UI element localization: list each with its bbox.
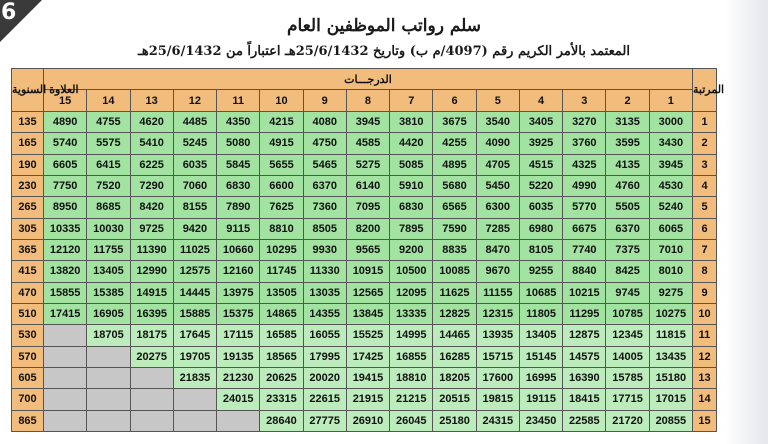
salary-cell: 4420 — [390, 133, 433, 154]
degree-column-header: 14 — [87, 90, 130, 112]
grade-cell: 5 — [693, 197, 717, 218]
salary-cell: 8505 — [303, 218, 346, 239]
table-row — [12, 389, 717, 410]
salary-cell: 4915 — [260, 133, 303, 154]
salary-cell: 16585 — [260, 325, 303, 346]
salary-cell: 11755 — [87, 239, 130, 260]
table-row — [12, 261, 717, 282]
salary-cell: 6605 — [44, 154, 87, 175]
salary-cell: 13035 — [303, 282, 346, 303]
degree-column-header: 7 — [390, 90, 433, 112]
empty-cell — [173, 389, 216, 410]
empty-cell — [217, 410, 260, 431]
salary-cell: 4585 — [346, 133, 389, 154]
salary-cell: 15715 — [476, 346, 519, 367]
salary-cell: 12345 — [606, 325, 649, 346]
salary-cell: 7285 — [476, 218, 519, 239]
salary-cell: 9420 — [173, 218, 216, 239]
degree-column-header: 15 — [44, 90, 87, 112]
grade-cell: 9 — [693, 282, 717, 303]
empty-cell — [44, 389, 87, 410]
salary-cell: 6140 — [346, 175, 389, 196]
empty-cell — [87, 346, 130, 367]
salary-cell: 5770 — [563, 197, 606, 218]
salary-cell: 4620 — [130, 112, 173, 133]
annual-bonus-cell: 190 — [12, 154, 44, 175]
salary-cell: 7895 — [390, 218, 433, 239]
salary-cell: 7890 — [217, 197, 260, 218]
salary-cell: 3405 — [519, 112, 562, 133]
salary-cell: 9565 — [346, 239, 389, 260]
salary-cell: 5240 — [649, 197, 692, 218]
salary-cell: 12160 — [217, 261, 260, 282]
salary-scale-table — [11, 68, 725, 432]
salary-cell: 6370 — [303, 175, 346, 196]
salary-cell: 11295 — [563, 303, 606, 324]
salary-cell: 4705 — [476, 154, 519, 175]
salary-cell: 11625 — [433, 282, 476, 303]
salary-cell: 8840 — [563, 261, 606, 282]
salary-cell: 19705 — [173, 346, 216, 367]
salary-cell: 21720 — [606, 410, 649, 431]
salary-cell: 11025 — [173, 239, 216, 260]
degree-column-header: 3 — [563, 90, 606, 112]
salary-cell: 21215 — [390, 389, 433, 410]
salary-cell: 12575 — [173, 261, 216, 282]
salary-cell: 12120 — [44, 239, 87, 260]
salary-cell: 6370 — [606, 218, 649, 239]
salary-cell: 11805 — [519, 303, 562, 324]
degree-numbers-row — [12, 90, 717, 112]
salary-cell: 7095 — [346, 197, 389, 218]
salary-cell: 15525 — [346, 325, 389, 346]
salary-cell: 19135 — [217, 346, 260, 367]
salary-cell: 10685 — [519, 282, 562, 303]
salary-cell: 10030 — [87, 218, 130, 239]
salary-cell: 15785 — [606, 367, 649, 388]
salary-cell: 24015 — [217, 389, 260, 410]
salary-cell: 14995 — [390, 325, 433, 346]
grade-cell: 2 — [693, 133, 717, 154]
salary-cell: 6225 — [130, 154, 173, 175]
salary-cell: 14355 — [303, 303, 346, 324]
salary-cell: 9200 — [390, 239, 433, 260]
salary-cell: 10500 — [390, 261, 433, 282]
salary-cell: 13435 — [649, 346, 692, 367]
salary-cell: 13335 — [390, 303, 433, 324]
annual-bonus-cell: 470 — [12, 282, 44, 303]
table-body — [12, 112, 717, 432]
salary-cell: 6035 — [519, 197, 562, 218]
degree-column-header: 6 — [433, 90, 476, 112]
salary-cell: 14445 — [173, 282, 216, 303]
grade-header: المرتبة — [693, 69, 717, 112]
salary-cell: 4760 — [606, 175, 649, 196]
salary-cell: 21915 — [346, 389, 389, 410]
table-row — [12, 218, 717, 239]
salary-cell: 4515 — [519, 154, 562, 175]
salary-cell: 18175 — [130, 325, 173, 346]
empty-cell — [44, 367, 87, 388]
salary-cell: 5505 — [606, 197, 649, 218]
salary-cell: 3430 — [649, 133, 692, 154]
salary-cell: 20855 — [649, 410, 692, 431]
degree-column-header: 9 — [303, 90, 346, 112]
salary-cell: 4215 — [260, 112, 303, 133]
salary-cell: 9275 — [649, 282, 692, 303]
salary-cell: 15180 — [649, 367, 692, 388]
degree-column-header: 8 — [346, 90, 389, 112]
degree-column-header: 12 — [173, 90, 216, 112]
salary-cell: 5275 — [346, 154, 389, 175]
salary-cell: 5085 — [390, 154, 433, 175]
page-title: سلم رواتب الموظفين العام — [286, 16, 482, 36]
salary-cell: 15885 — [173, 303, 216, 324]
salary-cell: 4090 — [476, 133, 519, 154]
salary-cell: 18565 — [260, 346, 303, 367]
salary-cell: 18205 — [433, 367, 476, 388]
salary-cell: 13820 — [44, 261, 87, 282]
grade-cell: 12 — [693, 346, 717, 367]
salary-cell: 26045 — [390, 410, 433, 431]
annual-bonus-cell: 510 — [12, 303, 44, 324]
salary-cell: 6830 — [217, 175, 260, 196]
salary-cell: 19415 — [346, 367, 389, 388]
salary-cell: 13505 — [260, 282, 303, 303]
empty-cell — [44, 346, 87, 367]
grade-cell: 6 — [693, 218, 717, 239]
table-row — [12, 175, 717, 196]
degree-column-header: 4 — [519, 90, 562, 112]
salary-cell: 5080 — [217, 133, 260, 154]
salary-cell: 17425 — [346, 346, 389, 367]
salary-cell: 8200 — [346, 218, 389, 239]
salary-cell: 8425 — [606, 261, 649, 282]
salary-cell: 9255 — [519, 261, 562, 282]
empty-cell — [173, 410, 216, 431]
salary-cell: 13405 — [519, 325, 562, 346]
grade-cell: 4 — [693, 175, 717, 196]
salary-cell: 24315 — [476, 410, 519, 431]
salary-cell: 10215 — [563, 282, 606, 303]
salary-cell: 4255 — [433, 133, 476, 154]
annual-bonus-cell: 305 — [12, 218, 44, 239]
salary-cell: 9745 — [606, 282, 649, 303]
salary-cell: 6600 — [260, 175, 303, 196]
salary-cell: 7625 — [260, 197, 303, 218]
salary-cell: 8420 — [130, 197, 173, 218]
table-header-row — [12, 69, 717, 90]
salary-cell: 20515 — [433, 389, 476, 410]
salary-cell: 8470 — [476, 239, 519, 260]
salary-cell: 5410 — [130, 133, 173, 154]
grade-cell: 15 — [693, 410, 717, 431]
salary-cell: 8105 — [519, 239, 562, 260]
salary-cell: 6035 — [173, 154, 216, 175]
annual-bonus-cell: 135 — [12, 112, 44, 133]
salary-cell: 12095 — [390, 282, 433, 303]
salary-cell: 11745 — [260, 261, 303, 282]
degrees-header: الدرجـــات — [44, 69, 693, 90]
salary-cell: 7360 — [303, 197, 346, 218]
degree-column-header: 5 — [476, 90, 519, 112]
salary-cell: 12315 — [476, 303, 519, 324]
grade-cell: 7 — [693, 239, 717, 260]
salary-cell: 7740 — [563, 239, 606, 260]
salary-cell: 4350 — [217, 112, 260, 133]
salary-cell: 8835 — [433, 239, 476, 260]
salary-cell: 17995 — [303, 346, 346, 367]
grade-cell: 11 — [693, 325, 717, 346]
annual-bonus-cell: 570 — [12, 346, 44, 367]
salary-cell: 10085 — [433, 261, 476, 282]
salary-cell: 16395 — [130, 303, 173, 324]
salary-cell: 6065 — [649, 218, 692, 239]
salary-cell: 4325 — [563, 154, 606, 175]
salary-cell: 3945 — [649, 154, 692, 175]
annual-bonus-cell: 165 — [12, 133, 44, 154]
salary-cell: 3135 — [606, 112, 649, 133]
salary-cell: 20020 — [303, 367, 346, 388]
empty-cell — [44, 410, 87, 431]
salary-cell: 22615 — [303, 389, 346, 410]
salary-cell: 4890 — [44, 112, 87, 133]
salary-cell: 19815 — [476, 389, 519, 410]
salary-cell: 13405 — [87, 261, 130, 282]
annual-bonus-cell: 230 — [12, 175, 44, 196]
salary-cell: 16285 — [433, 346, 476, 367]
salary-cell: 6415 — [87, 154, 130, 175]
salary-cell: 5220 — [519, 175, 562, 196]
salary-cell: 17715 — [606, 389, 649, 410]
salary-cell: 10785 — [606, 303, 649, 324]
salary-cell: 16055 — [303, 325, 346, 346]
salary-cell: 17015 — [649, 389, 692, 410]
grade-cell: 3 — [693, 154, 717, 175]
salary-cell: 5465 — [303, 154, 346, 175]
salary-cell: 7590 — [433, 218, 476, 239]
salary-cell: 14915 — [130, 282, 173, 303]
grade-cell: 10 — [693, 303, 717, 324]
salary-cell: 21835 — [173, 367, 216, 388]
salary-cell: 14465 — [433, 325, 476, 346]
salary-cell: 26910 — [346, 410, 389, 431]
salary-cell: 4750 — [303, 133, 346, 154]
salary-cell: 3810 — [390, 112, 433, 133]
salary-cell: 7520 — [87, 175, 130, 196]
salary-cell: 3675 — [433, 112, 476, 133]
salary-cell: 4530 — [649, 175, 692, 196]
salary-cell: 12825 — [433, 303, 476, 324]
salary-cell: 6830 — [390, 197, 433, 218]
salary-cell: 15375 — [217, 303, 260, 324]
salary-cell: 14865 — [260, 303, 303, 324]
salary-cell: 3925 — [519, 133, 562, 154]
salary-cell: 4895 — [433, 154, 476, 175]
annual-bonus-cell: 530 — [12, 325, 44, 346]
salary-cell: 9670 — [476, 261, 519, 282]
salary-cell: 3760 — [563, 133, 606, 154]
salary-cell: 21230 — [217, 367, 260, 388]
salary-cell: 4485 — [173, 112, 216, 133]
salary-cell: 10660 — [217, 239, 260, 260]
empty-cell — [130, 410, 173, 431]
salary-cell: 23315 — [260, 389, 303, 410]
salary-cell: 6675 — [563, 218, 606, 239]
salary-cell: 11330 — [303, 261, 346, 282]
annual-bonus-cell: 605 — [12, 367, 44, 388]
salary-cell: 4135 — [606, 154, 649, 175]
salary-cell: 19115 — [519, 389, 562, 410]
empty-cell — [87, 410, 130, 431]
salary-cell: 4755 — [87, 112, 130, 133]
salary-cell: 5245 — [173, 133, 216, 154]
salary-cell: 8685 — [87, 197, 130, 218]
salary-cell: 7290 — [130, 175, 173, 196]
salary-cell: 15145 — [519, 346, 562, 367]
salary-cell: 5910 — [390, 175, 433, 196]
salary-cell: 6980 — [519, 218, 562, 239]
salary-cell: 18705 — [87, 325, 130, 346]
table-row — [12, 239, 717, 260]
salary-cell: 4080 — [303, 112, 346, 133]
salary-cell: 12990 — [130, 261, 173, 282]
salary-cell: 8810 — [260, 218, 303, 239]
grade-cell: 14 — [693, 389, 717, 410]
salary-cell: 12875 — [563, 325, 606, 346]
empty-cell — [130, 389, 173, 410]
salary-cell: 11155 — [476, 282, 519, 303]
salary-cell: 3540 — [476, 112, 519, 133]
salary-cell: 9115 — [217, 218, 260, 239]
salary-cell: 17645 — [173, 325, 216, 346]
salary-cell: 11390 — [130, 239, 173, 260]
salary-cell: 17115 — [217, 325, 260, 346]
degree-column-header: 11 — [217, 90, 260, 112]
salary-cell: 5680 — [433, 175, 476, 196]
annual-bonus-cell: 265 — [12, 197, 44, 218]
salary-cell: 3945 — [346, 112, 389, 133]
grade-cell: 13 — [693, 367, 717, 388]
salary-cell: 16855 — [390, 346, 433, 367]
page-subtitle: المعتمد بالأمر الكريم رقم (4097/م ب) وتاريخ 25/6/1432هـ اعتباراً من 25/6/1432هـ — [138, 44, 630, 59]
salary-cell: 20275 — [130, 346, 173, 367]
degree-column-header: 13 — [130, 90, 173, 112]
salary-cell: 16390 — [563, 367, 606, 388]
annual-bonus-cell: 365 — [12, 239, 44, 260]
salary-cell: 27775 — [303, 410, 346, 431]
table-row — [12, 197, 717, 218]
salary-cell: 7375 — [606, 239, 649, 260]
salary-cell: 5655 — [260, 154, 303, 175]
table-row — [12, 303, 717, 324]
salary-cell: 4990 — [563, 175, 606, 196]
salary-cell: 17415 — [44, 303, 87, 324]
salary-cell: 10295 — [260, 239, 303, 260]
salary-cell: 15385 — [87, 282, 130, 303]
table-row — [12, 154, 717, 175]
annual-bonus-cell: 700 — [12, 389, 44, 410]
salary-cell: 8010 — [649, 261, 692, 282]
salary-cell: 3595 — [606, 133, 649, 154]
salary-cell: 11815 — [649, 325, 692, 346]
salary-cell: 14575 — [563, 346, 606, 367]
salary-cell: 13935 — [476, 325, 519, 346]
empty-cell — [87, 367, 130, 388]
grade-cell: 8 — [693, 261, 717, 282]
annual-bonus-cell: 865 — [12, 410, 44, 431]
salary-cell: 6565 — [433, 197, 476, 218]
salary-cell: 10275 — [649, 303, 692, 324]
degree-column-header: 10 — [260, 90, 303, 112]
salary-cell: 7010 — [649, 239, 692, 260]
table-row — [12, 410, 717, 431]
salary-cell: 14005 — [606, 346, 649, 367]
salary-cell: 8155 — [173, 197, 216, 218]
salary-cell: 3000 — [649, 112, 692, 133]
salary-cell: 25180 — [433, 410, 476, 431]
salary-cell: 10335 — [44, 218, 87, 239]
page-edge-shadow — [724, 0, 768, 444]
salary-cell: 5845 — [217, 154, 260, 175]
salary-cell: 16905 — [87, 303, 130, 324]
salary-cell: 18810 — [390, 367, 433, 388]
annual-bonus-header: العلاوة السنوية — [12, 69, 44, 112]
salary-cell: 9930 — [303, 239, 346, 260]
salary-cell: 5740 — [44, 133, 87, 154]
table-row — [12, 325, 717, 346]
salary-cell: 22585 — [563, 410, 606, 431]
salary-cell: 15855 — [44, 282, 87, 303]
salary-cell: 20625 — [260, 367, 303, 388]
salary-cell: 3270 — [563, 112, 606, 133]
salary-cell: 12565 — [346, 282, 389, 303]
salary-cell: 5575 — [87, 133, 130, 154]
empty-cell — [44, 325, 87, 346]
table-row — [12, 346, 717, 367]
salary-cell: 9725 — [130, 218, 173, 239]
degree-column-header: 1 — [649, 90, 692, 112]
degree-column-header: 2 — [606, 90, 649, 112]
salary-cell: 5450 — [476, 175, 519, 196]
table-row — [12, 133, 717, 154]
salary-cell: 17600 — [476, 367, 519, 388]
salary-cell: 28640 — [260, 410, 303, 431]
grade-cell: 1 — [693, 112, 717, 133]
salary-cell: 10915 — [346, 261, 389, 282]
salary-cell: 16995 — [519, 367, 562, 388]
salary-cell: 8950 — [44, 197, 87, 218]
empty-cell — [130, 367, 173, 388]
salary-cell: 18415 — [563, 389, 606, 410]
table-row — [12, 367, 717, 388]
corner-badge-glyph: 6 — [1, 0, 17, 25]
salary-cell: 13975 — [217, 282, 260, 303]
salary-cell: 7750 — [44, 175, 87, 196]
salary-cell: 13845 — [346, 303, 389, 324]
empty-cell — [87, 389, 130, 410]
annual-bonus-cell: 415 — [12, 261, 44, 282]
salary-cell: 7060 — [173, 175, 216, 196]
table-row — [12, 112, 717, 133]
table-row — [12, 282, 717, 303]
salary-cell: 23450 — [519, 410, 562, 431]
salary-cell: 6300 — [476, 197, 519, 218]
